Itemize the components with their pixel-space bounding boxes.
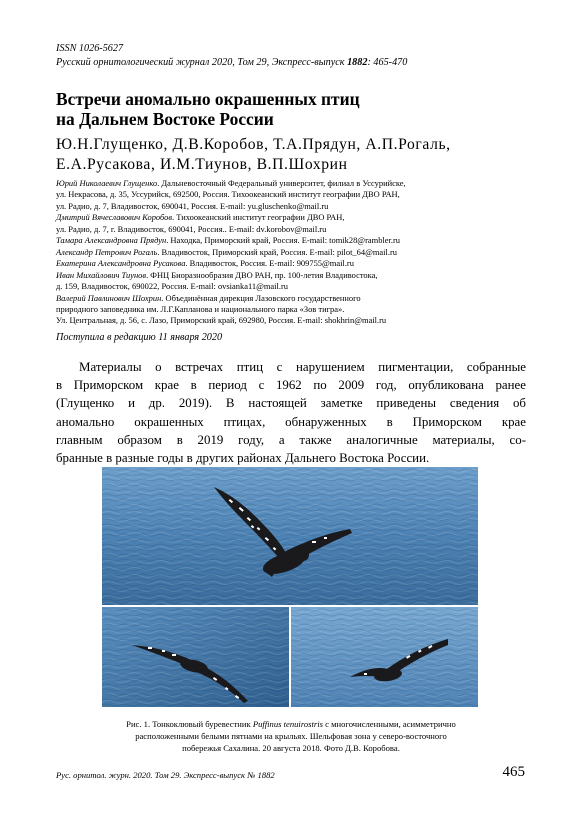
author-full-name: Александр Петрович Рогаль bbox=[56, 246, 158, 257]
page-footer: Рус. орнитол. журн. 2020. Том 29. Экспресс-выпуск № 1882 bbox=[56, 770, 275, 780]
body-line: (Глущенко и др. 2019). В настоящей заметке приведены сведения об bbox=[56, 396, 526, 411]
affiliation-line: д. 159, Владивосток, 690022, Россия. E-mail: ovsianka11@mail.ru bbox=[56, 281, 288, 292]
affiliation-line: Екатерина Александровна Русакова. Владивосток, Россия. E-mail: 909755@mail.ru bbox=[56, 258, 354, 269]
author-full-name: Юрий Николаевич Глущенко bbox=[56, 178, 158, 188]
received-date: Поступила в редакцию 11 января 2020 bbox=[56, 332, 223, 343]
affiliation-line: Иван Михайлович Тиунов. ФНЦ Биоразнообразия ДВО РАН, пр. 100-летия Владивостока, bbox=[56, 269, 378, 280]
affiliations bbox=[56, 178, 526, 327]
body-line: Материалы о встречах птиц с нарушением пигментации, собранные bbox=[79, 360, 526, 374]
journal-citation: Русский орнитологический журнал 2020, Том 29, Экспресс-выпуск 1882: 465-470 bbox=[56, 57, 408, 68]
body-line: аномально окрашенных птицах, обнаруженных в Приморском крае bbox=[56, 414, 526, 429]
petrel-photo bbox=[102, 467, 478, 707]
body-line: в Приморском крае в период с 1962 по 2009 год, опубликована ранее bbox=[56, 378, 526, 393]
affiliation-line: Александр Петрович Рогаль. Владивосток, Приморский край, Россия. E-mail: pilot_64@mail.ru bbox=[56, 246, 397, 257]
affiliation-line: Дмитрий Вячеславович Коробов. Тихоокеанский институт географии ДВО РАН, bbox=[56, 212, 345, 223]
affiliation-line: Валерий Павлинович Шохрин. Объединённая дирекция Лазовского государственного bbox=[56, 292, 361, 303]
author-full-name: Валерий Павлинович Шохрин bbox=[56, 292, 162, 303]
affiliation-line: Юрий Николаевич Глущенко. Дальневосточный Федеральный университет, филиал в Уссурийске, bbox=[56, 178, 406, 188]
author-full-name: Иван Михайлович Тиунов bbox=[56, 269, 147, 280]
author-full-name: Тамара Александровна Прядун bbox=[56, 235, 167, 246]
issn: ISSN 1026-5627 bbox=[56, 43, 124, 54]
issue-number: 1882 bbox=[347, 57, 368, 68]
figure-photo bbox=[102, 467, 478, 707]
article-title: Встречи аномально окрашенных птиц на Дальнем Востоке России bbox=[56, 89, 360, 129]
figure-caption: Рис. 1. Тонкоклювый буревестник Puffinus tenuirostris с многочисленными, асимметрично расположенными белыми пятнами на крыльях. Шельфовая зона у северо-восточного побережья Сахалина. 20 августа 2018. Фото Д.В. Коробова. bbox=[126, 719, 456, 753]
author-full-name: Дмитрий Вячеславович Коробов bbox=[56, 212, 173, 223]
body-paragraph bbox=[56, 358, 526, 467]
species-name: Puffinus tenuirostris bbox=[252, 719, 323, 729]
affiliation-line: Тамара Александровна Прядун. Находка, Приморский край, Россия. E-mail: tomik28@rambler.ru bbox=[56, 235, 400, 246]
journal-header bbox=[56, 42, 526, 70]
author-full-name: Екатерина Александровна Русакова bbox=[56, 258, 186, 269]
body-line: главным образом в 2019 году, а также аналогичные материалы, со- bbox=[56, 432, 526, 447]
affiliation-line: ул. Радио, д. 7, Владивосток, 690041, Россия. E-mail: yu.gluschenko@mail.ru bbox=[56, 200, 329, 211]
affiliation-line: ул. Некрасова, д. 35, Уссурийск, 692500, Россия. Тихоокеанский институт географии ДВО РАН, bbox=[56, 189, 400, 200]
affiliation-line: Ул. Центральная, д. 56, с. Лазо, Приморский край, 692980, Россия. E-mail: shokhrin@mail.ru bbox=[56, 315, 387, 326]
body-line: бранные в разные годы в других районах Дальнего Востока России. bbox=[56, 451, 430, 466]
affiliation-line: ул. Радио, д. 7, г. Владивосток, 690041, Россия.. E-mail: dv.korobov@mail.ru bbox=[56, 223, 327, 234]
page-number: 465 bbox=[502, 764, 525, 780]
affiliation-line: природного заповедника им. Л.Г.Капланова и национального парка «Зов тигра». bbox=[56, 303, 345, 314]
author-list: Ю.Н.Глущенко, Д.В.Коробов, Т.А.Прядун, А.П.Рогаль, Е.А.Русакова, И.М.Тиунов, В.П.Шохрин bbox=[56, 136, 451, 173]
